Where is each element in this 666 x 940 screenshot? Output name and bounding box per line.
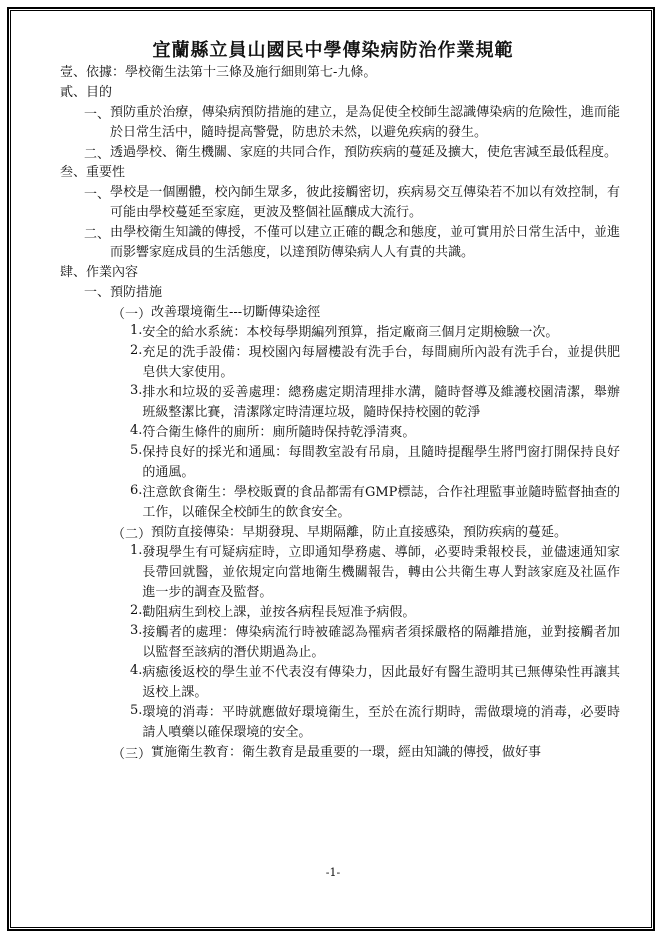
- subsection-marker: （二）: [112, 527, 152, 542]
- environment-item: [130, 383, 620, 423]
- subsection-marker: （一）: [112, 307, 152, 322]
- item-number: 6.: [130, 483, 143, 498]
- item-text: 保持良好的採光和通風：每間教室設有吊扇，且隨時提醒學生將門窗打開保持良好的通風。: [142, 445, 620, 480]
- subsection-text: 改善環境衛生---切斷傳染途徑: [151, 305, 321, 320]
- item-text: 學校是一個團體，校內師生眾多，彼此接觸密切，疾病易交互傳染若不加以有效控制，有可能由學校蔓延至家庭，更波及整個社區釀成大流行。: [110, 185, 620, 220]
- item-text: 充足的洗手設備：現校園內每層樓設有洗手台，每間廁所內設有洗手台，並提供肥皂供大家使用。: [142, 345, 620, 380]
- item-text: 注意飲食衛生：學校販賣的食品都需有GMP標誌，合作社理監事並隨時監督抽查的工作，以確保全校師生的飲食安全。: [142, 485, 620, 520]
- item-number: 2.: [130, 603, 143, 618]
- item-number: 5.: [130, 703, 143, 718]
- item-number: 2.: [130, 343, 143, 358]
- item-number: 4.: [130, 663, 143, 678]
- transmission-item: [130, 623, 620, 663]
- subsection-marker: （三）: [112, 747, 152, 762]
- item-number: 5.: [130, 443, 143, 458]
- document-body: [60, 63, 620, 763]
- purpose-item-1: [84, 103, 620, 143]
- environment-item: [130, 343, 620, 383]
- item-text: 透過學校、衛生機關、家庭的共同合作，預防疾病的蔓延及擴大，使危害減至最低程度。: [110, 145, 618, 160]
- page-number: -1-: [325, 866, 341, 879]
- item-number: 3.: [130, 623, 143, 638]
- item-marker: 二、: [84, 147, 111, 162]
- item-text: 勸阻病生到校上課，並按各病程長短准予病假。: [142, 605, 416, 620]
- subsection-text: 實施衛生教育：衛生教育是最重要的一環，經由知識的傳授，做好事: [151, 745, 542, 760]
- transmission-item: [130, 663, 620, 703]
- item-text: 環境的消毒：平時就應做好環境衛生，至於在流行期時，需做環境的消毒，必要時請人噴藥以確保環境的安全。: [142, 705, 620, 740]
- item-text: 病癒後返校的學生並不代表沒有傳染力，因此最好有醫生證明其已無傳染性再讓其返校上課。: [142, 665, 620, 700]
- environment-item: [130, 423, 620, 443]
- item-number: 1.: [130, 543, 143, 558]
- subsection-environment: [112, 303, 620, 323]
- subsection-text: 預防直接傳染：早期發現、早期隔離，防止直接感染，預防疾病的蔓延。: [151, 525, 568, 540]
- subsection-health-education: [112, 743, 620, 763]
- section-procedure-heading: 肆、作業內容: [60, 265, 139, 280]
- item-text: 接觸者的處理：傳染病流行時被確認為罹病者須採嚴格的隔離措施，並對接觸者加以監督至該病的潛伏期過為止。: [142, 625, 620, 660]
- item-marker: 一、: [84, 107, 111, 122]
- item-text: 符合衛生條件的廁所：廁所隨時保持乾淨清爽。: [142, 425, 416, 440]
- item-marker: 一、: [84, 187, 111, 202]
- item-text: 由學校衛生知識的傳授，不僅可以建立正確的觀念和態度，並可實用於日常生活中，並進而影響家庭成員的生活態度，以達預防傳染病人人有責的共識。: [110, 225, 620, 260]
- environment-item: [130, 443, 620, 483]
- transmission-item: [130, 603, 620, 623]
- importance-item-2: [84, 223, 620, 263]
- section-basis: 壹、依據：學校衛生法第十三條及施行細則第七-九條。: [60, 65, 377, 80]
- subsection-direct-transmission: [112, 523, 620, 543]
- importance-item-1: [84, 183, 620, 223]
- environment-item: [130, 483, 620, 523]
- item-number: 3.: [130, 383, 143, 398]
- purpose-item-2: [84, 143, 620, 163]
- transmission-item: [130, 543, 620, 603]
- item-number: 1.: [130, 323, 143, 338]
- document-title: 宜蘭縣立員山國民中學傳染病防治作業規範: [152, 40, 514, 61]
- item-text: 預防重於治療，傳染病預防措施的建立，是為促使全校師生認識傳染病的危險性，進而能於日常生活中，隨時提高警覺，防患於未然，以避免疾病的發生。: [110, 105, 620, 140]
- item-text: 排水和垃圾的妥善處理：總務處定期清理排水溝，隨時督導及維護校園清潔，舉辦班級整潔比賽，清潔隊定時清運垃圾，隨時保持校園的乾淨: [142, 385, 620, 420]
- item-marker: 二、: [84, 227, 111, 242]
- environment-item: [130, 323, 620, 343]
- item-text: 發現學生有可疑病症時，立即通知學務處、導師，必要時秉報校長，並儘速通知家長帶回就醫，並依規定向當地衛生機關報告，轉由公共衛生專人對該家庭及社區作進一步的調查及監督。: [142, 545, 620, 600]
- item-text: 安全的給水系統：本校每學期編列預算，指定廠商三個月定期檢驗一次。: [142, 325, 559, 340]
- section-purpose-heading: 貳、目的: [60, 85, 113, 100]
- transmission-item: [130, 703, 620, 743]
- section-importance-heading: 叁、重要性: [60, 165, 126, 180]
- prevention-measures-heading: 一、預防措施: [84, 285, 163, 300]
- item-number: 4.: [130, 423, 143, 438]
